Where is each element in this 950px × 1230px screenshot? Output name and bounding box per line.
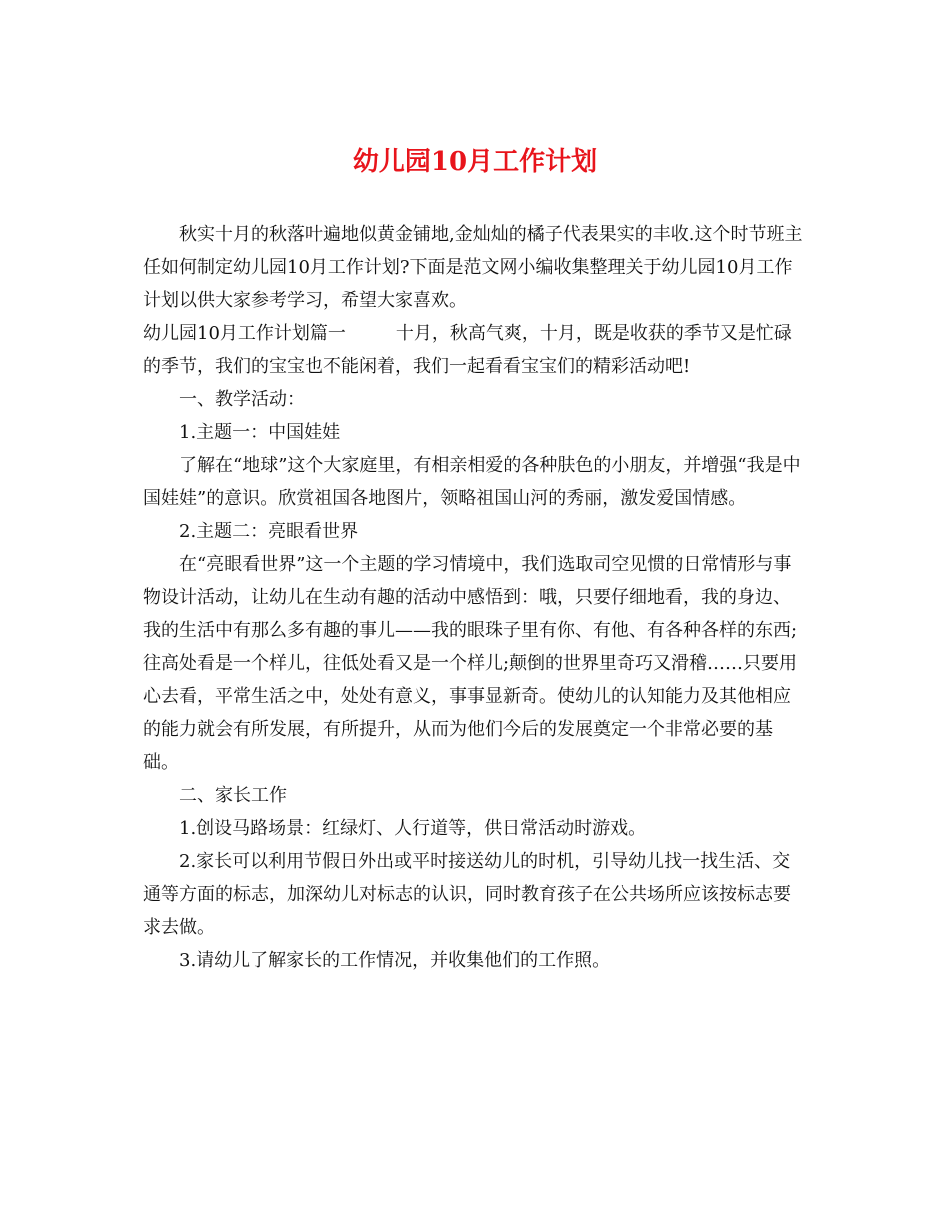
section-heading-parents: 二、家长工作 (179, 785, 287, 806)
topic-paragraph-2: 在“亮眼看世界”这一个主题的学习情境中，我们选取司空见惯的日常情形与事物设计活动，让幼儿在生动有趣的活动中感悟到：哦，只要仔细地看，我的身边、我的生活中有那么多有趣的事儿——我的眼珠子里有你、有他、有各种各样的东西;往高处看是一个样儿，往低处看又是一个样儿;颠倒的世界里奇巧又滑稽……只要用心去看，平常生活之中，处处有意义，事事显新奇。使幼儿的认知能力及其他相应的能力就会有所发展，有所提升，从而为他们今后的发展奠定一个非常必要的基础。 (143, 554, 798, 773)
section-heading-teaching: 一、教学活动： (179, 389, 305, 410)
plan-section-paragraph (143, 317, 807, 383)
parent-item-2: 2.家长可以利用节假日外出或平时接送幼儿的时机，引导幼儿找一找生活、交通等方面的标志，加深幼儿对标志的认识，同时教育孩子在公共场所应该按标志要求去做。 (143, 851, 791, 938)
plan-section-heading: 幼儿园10月工作计划篇一 (143, 323, 346, 344)
parent-item-3: 3.请幼儿了解家长的工作情况，并收集他们的工作照。 (179, 950, 611, 971)
intro-paragraph: 秋实十月的秋落叶遍地似黄金铺地,金灿灿的橘子代表果实的丰收.这个时节班主任如何制定幼儿园10月工作计划?下面是范文网小编收集整理关于幼儿园10月工作计划以供大家参考学习，希望大家喜欢。 (143, 224, 803, 311)
topic-paragraph-1: 了解在“地球”这个大家庭里，有相亲相爱的各种肤色的小朋友，并增强“我是中国娃娃”的意识。欣赏祖国各地图片，领略祖国山河的秀丽，激发爱国情感。 (143, 455, 801, 509)
parent-item-1: 1.创设马路场景：红绿灯、人行道等，供日常活动时游戏。 (179, 818, 647, 839)
topic-heading-1: 1.主题一：中国娃娃 (179, 422, 341, 443)
document-body (143, 218, 807, 977)
plan-section-text: 十月，秋高气爽，十月，既是收获的季节又是忙碌的季节，我们的宝宝也不能闲着，我们一起看看宝宝们的精彩活动吧! (143, 323, 792, 377)
topic-heading-2: 2.主题二：亮眼看世界 (179, 521, 359, 542)
document-title: 幼儿园10月工作计划 (352, 147, 598, 177)
